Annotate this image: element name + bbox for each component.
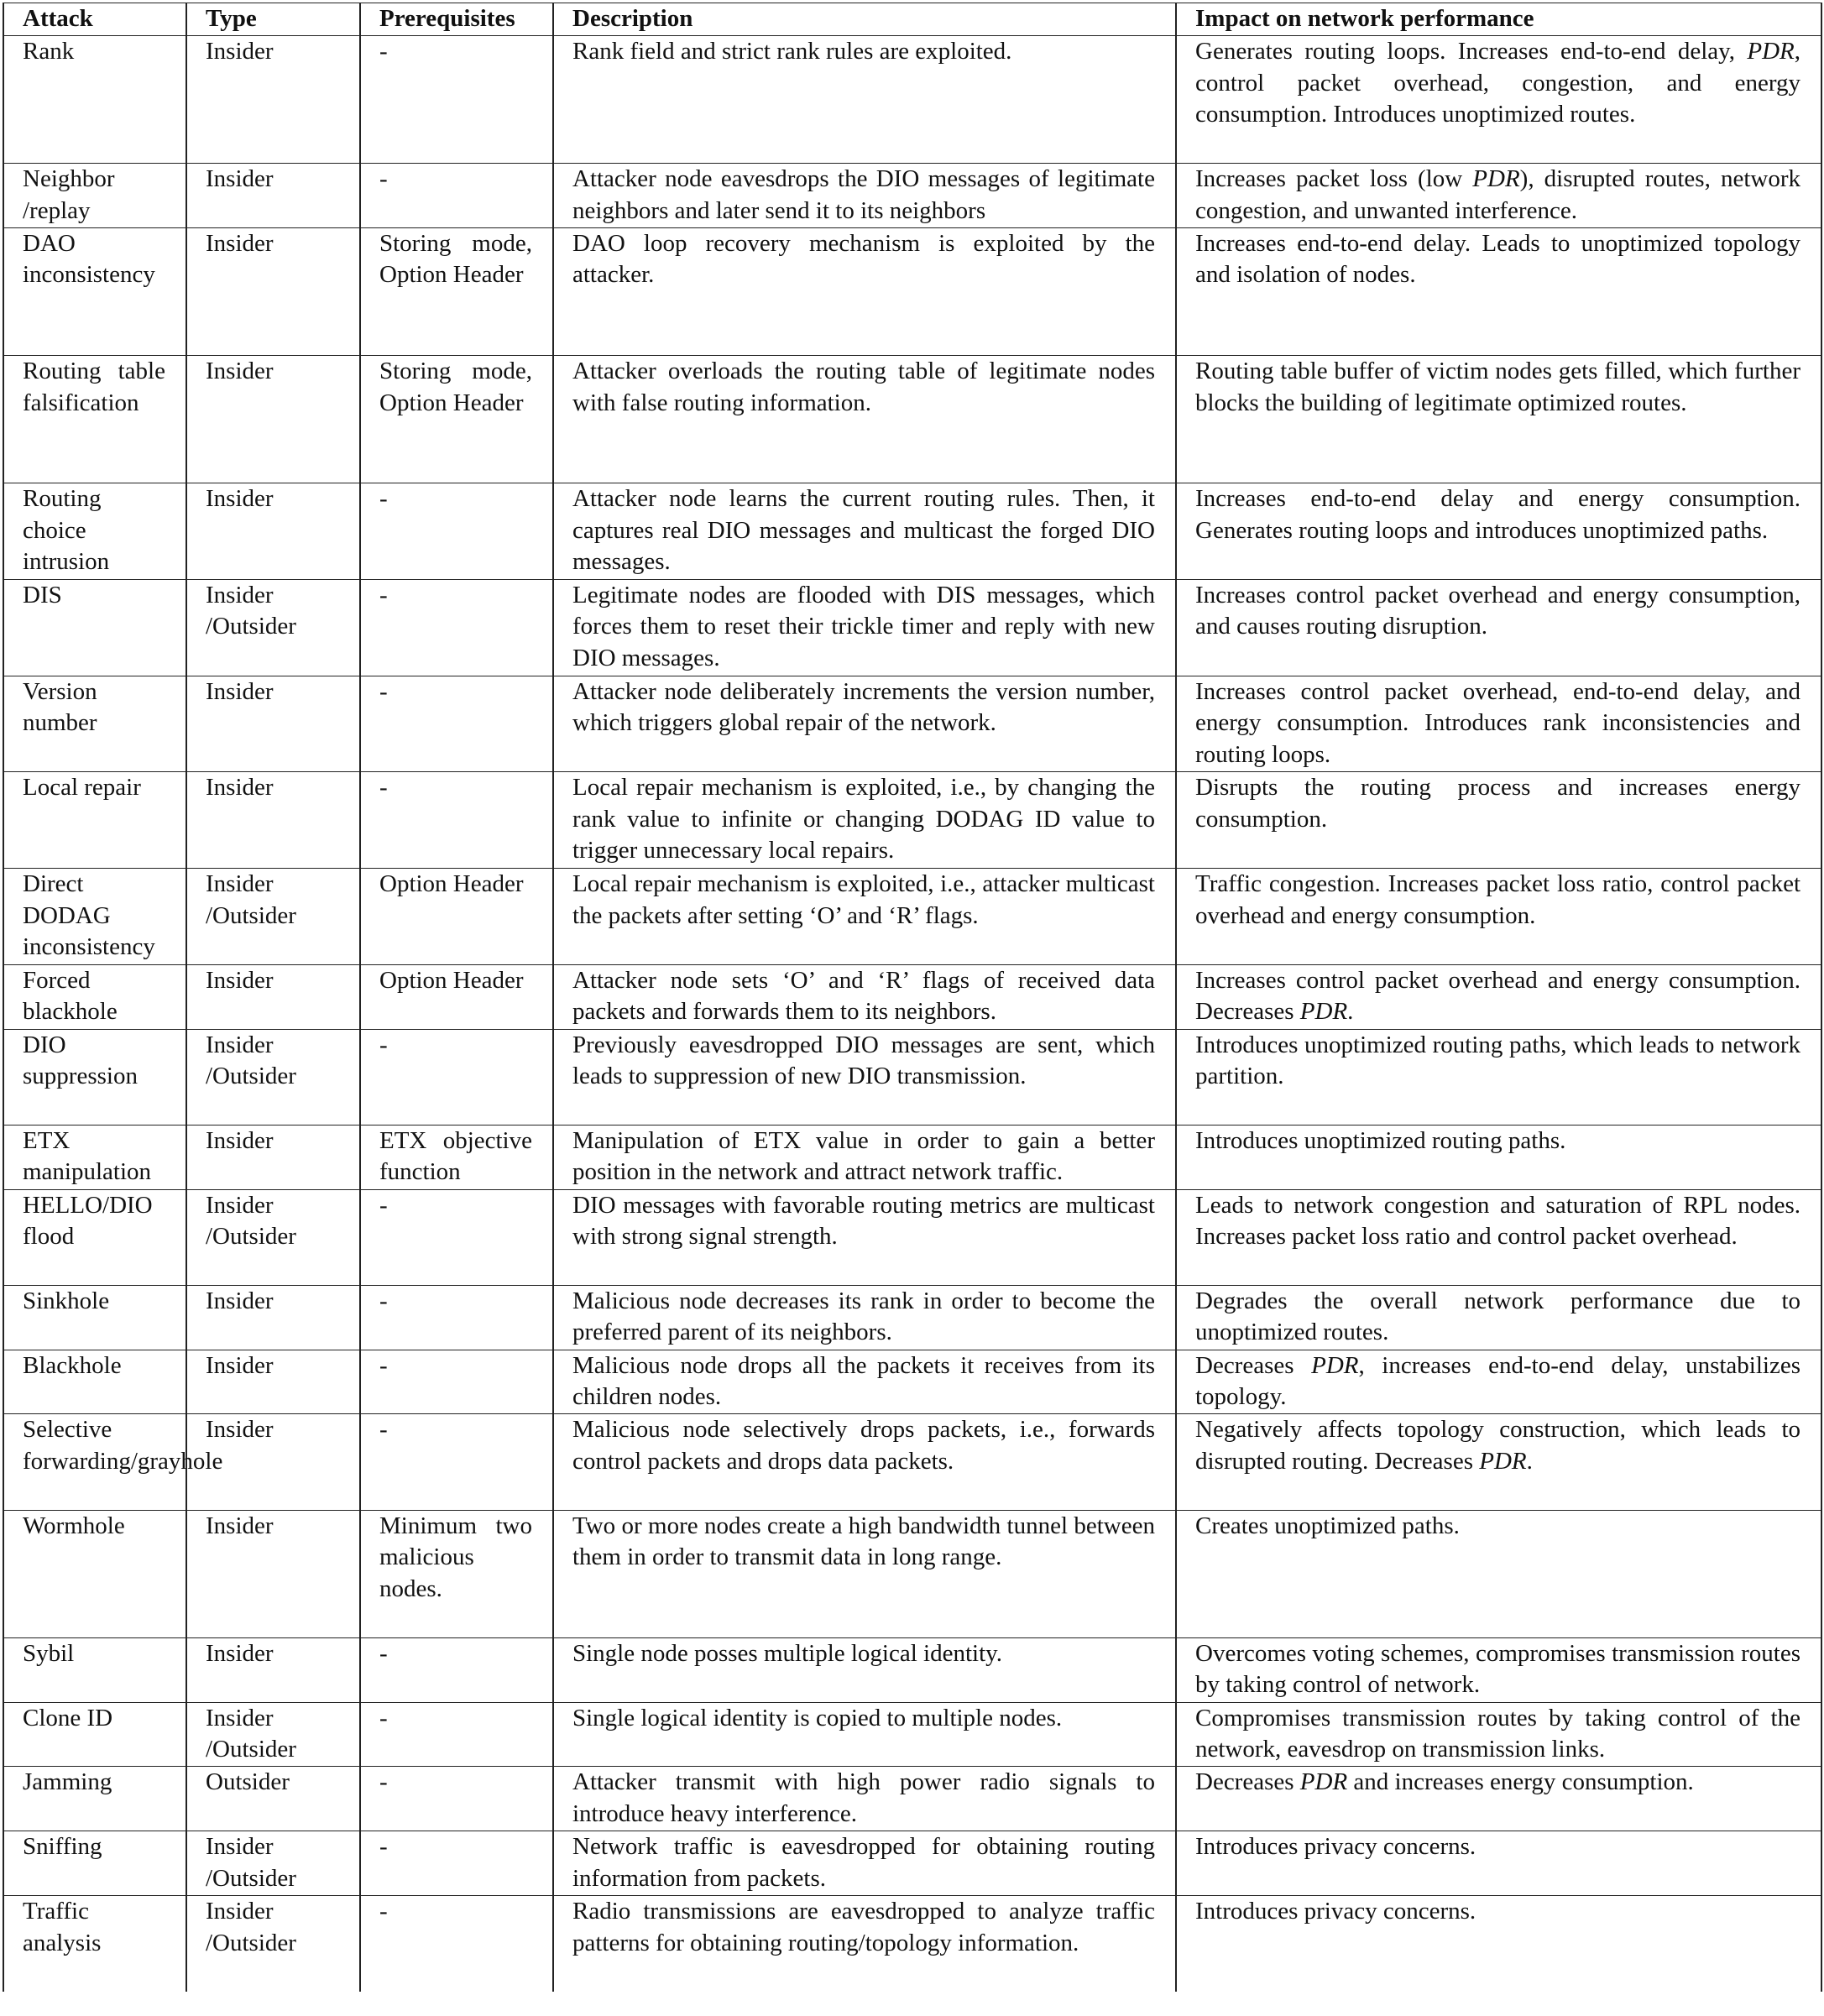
type-cell: Insider /Outsider [186,1896,360,1992]
impact-cell: Routing table buffer of victim nodes gets filled, which further blocks the building of legitimate optimized routes. [1176,356,1821,483]
attack-cell: Local repair [3,772,186,869]
attack-cell: Sinkhole [3,1285,186,1350]
attack-cell: DIO suppression [3,1029,186,1125]
type-cell: Insider /Outsider [186,1029,360,1125]
description-cell: Attacker overloads the routing table of legitimate nodes with false routing information. [553,356,1176,483]
impact-cell: Introduces unoptimized routing paths, which leads to network partition. [1176,1029,1821,1125]
table-row [3,1831,1821,1896]
prerequisites-cell: - [360,676,553,772]
table-row [3,869,1821,965]
table-body [3,36,1821,1992]
prerequisites-cell: Minimum two malicious nodes. [360,1510,553,1637]
description-cell: Malicious node selectively drops packets, i.e., forwards control packets and drops data packets. [553,1414,1176,1510]
impact-cell: Creates unoptimized paths. [1176,1510,1821,1637]
table-row [3,676,1821,772]
prerequisites-cell: - [360,164,553,228]
table-row [3,579,1821,676]
type-cell: Insider [186,1350,360,1414]
header-row [3,3,1821,36]
description-cell: Manipulation of ETX value in order to gain a better position in the network and attract network traffic. [553,1125,1176,1189]
impact-cell: Increases control packet overhead and energy consumption. Decreases PDR. [1176,964,1821,1029]
impact-cell: Compromises transmission routes by taking control of the network, eavesdrop on transmission links. [1176,1702,1821,1767]
prerequisites-cell: - [360,1029,553,1125]
type-cell: Insider [186,1285,360,1350]
impact-cell: Decreases PDR, increases end-to-end delay, unstabilizes topology. [1176,1350,1821,1414]
prerequisites-cell: - [360,1831,553,1896]
description-cell: Malicious node decreases its rank in order to become the preferred parent of its neighbors. [553,1285,1176,1350]
header-attack: Attack [3,3,186,36]
attack-cell: Direct DODAG inconsistency [3,869,186,965]
description-cell: Single node posses multiple logical identity. [553,1637,1176,1702]
impact-cell: Decreases PDR and increases energy consumption. [1176,1767,1821,1831]
description-cell: Malicious node drops all the packets it receives from its children nodes. [553,1350,1176,1414]
type-cell: Insider [186,1510,360,1637]
description-cell: Attacker node learns the current routing rules. Then, it captures real DIO messages and multicast the forged DIO messages. [553,483,1176,580]
type-cell: Insider [186,164,360,228]
prerequisites-cell: Storing mode, Option Header [360,227,553,355]
type-cell: Insider [186,1637,360,1702]
table-row [3,1414,1821,1510]
description-cell: DIO messages with favorable routing metrics are multicast with strong signal strength. [553,1189,1176,1285]
header-type: Type [186,3,360,36]
type-cell: Insider /Outsider [186,869,360,965]
header-prerequisites: Prerequisites [360,3,553,36]
type-cell: Insider /Outsider [186,1831,360,1896]
attack-cell: Sybil [3,1637,186,1702]
impact-cell: Introduces privacy concerns. [1176,1831,1821,1896]
prerequisites-cell: - [360,483,553,580]
impact-cell: Increases packet loss (low PDR), disrupted routes, network congestion, and unwanted interference. [1176,164,1821,228]
description-cell: Two or more nodes create a high bandwidth tunnel between them in order to transmit data in long range. [553,1510,1176,1637]
attack-cell: DIS [3,579,186,676]
description-cell: Single logical identity is copied to multiple nodes. [553,1702,1176,1767]
attack-cell: Traffic analysis [3,1896,186,1992]
attack-cell: Wormhole [3,1510,186,1637]
description-cell: Local repair mechanism is exploited, i.e., by changing the rank value to infinite or changing DODAG ID value to trigger unnecessary local repairs. [553,772,1176,869]
prerequisites-cell: - [360,1637,553,1702]
prerequisites-cell: Option Header [360,869,553,965]
prerequisites-cell: ETX objective function [360,1125,553,1189]
attack-cell: Blackhole [3,1350,186,1414]
attack-cell: Sniffing [3,1831,186,1896]
table-row [3,356,1821,483]
type-cell: Insider [186,483,360,580]
type-cell: Insider [186,227,360,355]
table-row [3,227,1821,355]
impact-cell: Leads to network congestion and saturation of RPL nodes. Increases packet loss ratio and control packet overhead. [1176,1189,1821,1285]
prerequisites-cell: - [360,1350,553,1414]
attack-table [3,3,1822,1992]
description-cell: Local repair mechanism is exploited, i.e., attacker multicast the packets after setting ‘O’ and ‘R’ flags. [553,869,1176,965]
impact-cell: Increases control packet overhead, end-to-end delay, and energy consumption. Introduces rank inconsistencies and routing loops. [1176,676,1821,772]
attack-cell: DAO inconsistency [3,227,186,355]
type-cell: Insider /Outsider [186,1702,360,1767]
description-cell: Attacker node sets ‘O’ and ‘R’ flags of received data packets and forwards them to its neighbors. [553,964,1176,1029]
table-row [3,1350,1821,1414]
prerequisites-cell: - [360,1896,553,1992]
table-row [3,164,1821,228]
impact-cell: Introduces unoptimized routing paths. [1176,1125,1821,1189]
type-cell: Insider [186,1414,360,1510]
impact-cell: Increases end-to-end delay. Leads to unoptimized topology and isolation of nodes. [1176,227,1821,355]
attack-cell: Routing choice intrusion [3,483,186,580]
prerequisites-cell: Storing mode, Option Header [360,356,553,483]
table-row [3,1767,1821,1831]
type-cell: Insider [186,1125,360,1189]
type-cell: Insider /Outsider [186,1189,360,1285]
attack-cell: ETX manipulation [3,1125,186,1189]
type-cell: Insider [186,772,360,869]
prerequisites-cell: - [360,1702,553,1767]
type-cell: Outsider [186,1767,360,1831]
description-cell: DAO loop recovery mechanism is exploited by the attacker. [553,227,1176,355]
impact-cell: Traffic congestion. Increases packet loss ratio, control packet overhead and energy consumption. [1176,869,1821,965]
description-cell: Attacker node eavesdrops the DIO messages of legitimate neighbors and later send it to its neighbors [553,164,1176,228]
header-description: Description [553,3,1176,36]
table-row [3,1510,1821,1637]
impact-cell: Overcomes voting schemes, compromises transmission routes by taking control of network. [1176,1637,1821,1702]
description-cell: Radio transmissions are eavesdropped to analyze traffic patterns for obtaining routing/topology information. [553,1896,1176,1992]
prerequisites-cell: - [360,1189,553,1285]
impact-cell: Introduces privacy concerns. [1176,1896,1821,1992]
type-cell: Insider [186,676,360,772]
table-row [3,1637,1821,1702]
attack-cell: Clone ID [3,1702,186,1767]
description-cell: Network traffic is eavesdropped for obtaining routing information from packets. [553,1831,1176,1896]
impact-cell: Increases control packet overhead and energy consumption, and causes routing disruption. [1176,579,1821,676]
prerequisites-cell: - [360,1285,553,1350]
table-row [3,1029,1821,1125]
prerequisites-cell: - [360,1414,553,1510]
description-cell: Attacker transmit with high power radio signals to introduce heavy interference. [553,1767,1176,1831]
impact-cell: Increases end-to-end delay and energy consumption. Generates routing loops and introduces unoptimized paths. [1176,483,1821,580]
type-cell: Insider [186,36,360,164]
impact-cell: Generates routing loops. Increases end-to-end delay, PDR, control packet overhead, congestion, and energy consumption. Introduces unoptimized routes. [1176,36,1821,164]
description-cell: Legitimate nodes are flooded with DIS messages, which forces them to reset their trickle timer and reply with new DIO messages. [553,579,1176,676]
description-cell: Previously eavesdropped DIO messages are sent, which leads to suppression of new DIO transmission. [553,1029,1176,1125]
table-row [3,1896,1821,1992]
table-row [3,772,1821,869]
table-row [3,36,1821,164]
prerequisites-cell: - [360,772,553,869]
header-impact: Impact on network performance [1176,3,1821,36]
table-row [3,483,1821,580]
prerequisites-cell: - [360,1767,553,1831]
attack-cell: HELLO/DIO flood [3,1189,186,1285]
prerequisites-cell: - [360,579,553,676]
type-cell: Insider [186,964,360,1029]
type-cell: Insider [186,356,360,483]
prerequisites-cell: Option Header [360,964,553,1029]
type-cell: Insider /Outsider [186,579,360,676]
impact-cell: Negatively affects topology construction, which leads to disrupted routing. Decreases PDR. [1176,1414,1821,1510]
prerequisites-cell: - [360,36,553,164]
attack-cell: Selective forwarding/grayhole [3,1414,186,1510]
attack-cell: Forced blackhole [3,964,186,1029]
attack-cell: Neighbor /replay [3,164,186,228]
attack-cell: Jamming [3,1767,186,1831]
attack-cell: Rank [3,36,186,164]
table-row [3,1702,1821,1767]
impact-cell: Disrupts the routing process and increases energy consumption. [1176,772,1821,869]
table-row [3,1285,1821,1350]
description-cell: Rank field and strict rank rules are exploited. [553,36,1176,164]
table-row [3,1189,1821,1285]
attack-cell: Version number [3,676,186,772]
impact-cell: Degrades the overall network performance due to unoptimized routes. [1176,1285,1821,1350]
table-row [3,1125,1821,1189]
table-row [3,964,1821,1029]
attack-cell: Routing table falsification [3,356,186,483]
description-cell: Attacker node deliberately increments the version number, which triggers global repair of the network. [553,676,1176,772]
